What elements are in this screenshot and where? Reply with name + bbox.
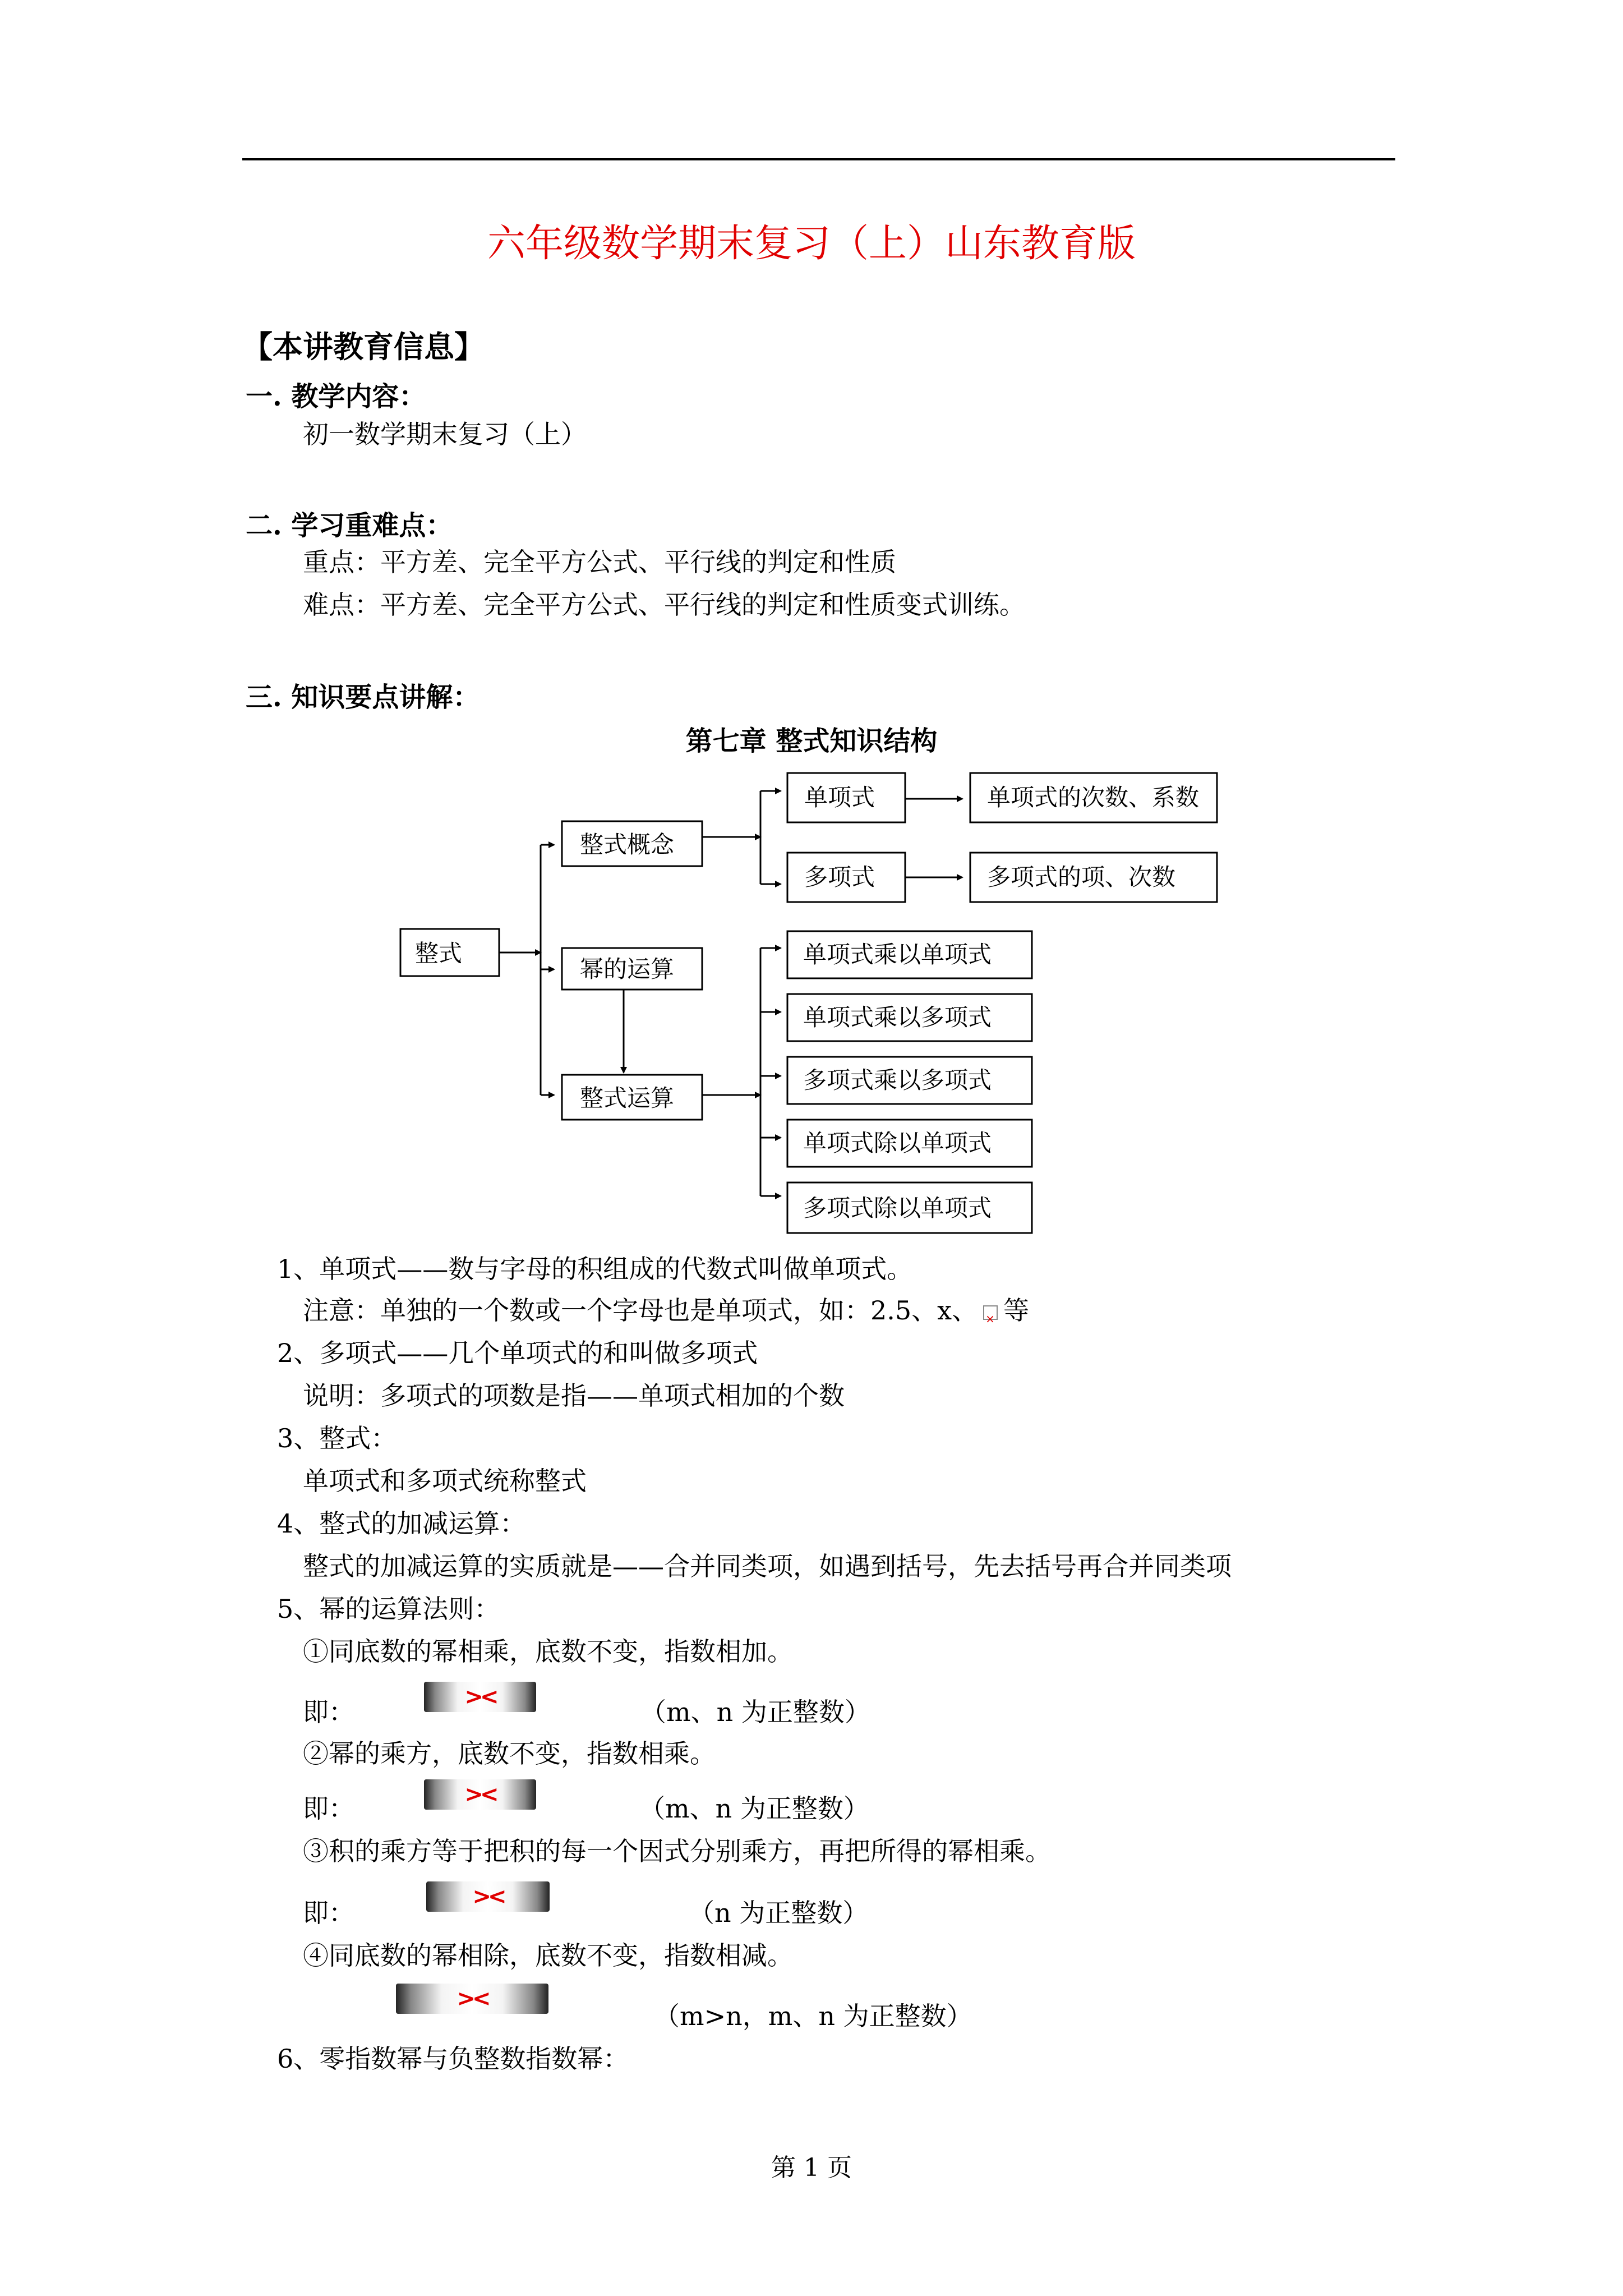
formula-image-2 xyxy=(424,1779,536,1810)
label-op1: 单项式乘以单项式 xyxy=(803,941,992,968)
point-4: 4、整式的加减运算： xyxy=(277,1508,526,1539)
point-1-note-end: 等 xyxy=(1003,1295,1030,1326)
label-op2: 单项式乘以多项式 xyxy=(803,1004,992,1031)
label-op3: 多项式乘以多项式 xyxy=(803,1066,992,1094)
point-3-note: 单项式和多项式统称整式 xyxy=(303,1466,587,1496)
rule-1-condition: （m、n 为正整数） xyxy=(640,1697,870,1727)
rule-4: ④同底数的幂相除，底数不变，指数相减。 xyxy=(303,1940,793,1971)
label-polynomial: 多项式 xyxy=(804,863,875,891)
formula-image-1 xyxy=(424,1682,536,1712)
broken-image-icon: >< xyxy=(457,1986,488,2012)
rule-1-label: 即： xyxy=(303,1697,354,1727)
point-1-note-text: 注意：单独的一个数或一个字母也是单项式，如：2.5、x、 xyxy=(303,1295,978,1326)
section-3-heading: 三. 知识要点讲解： xyxy=(246,682,480,713)
rule-2-label: 即： xyxy=(303,1793,354,1824)
point-4-note: 整式的加减运算的实质就是——合并同类项，如遇到括号，先去括号再合并同类项 xyxy=(303,1551,1232,1581)
broken-image-icon: >< xyxy=(464,1684,496,1710)
label-ops: 整式运算 xyxy=(580,1084,675,1112)
point-1: 1、单项式——数与字母的积组成的代数式叫做单项式。 xyxy=(277,1254,913,1284)
rule-2-condition: （m、n 为正整数） xyxy=(639,1793,869,1824)
rule-3-condition: （n 为正整数） xyxy=(689,1898,869,1928)
section-2-heading: 二. 学习重难点： xyxy=(246,510,453,541)
formula-image-4 xyxy=(396,1984,548,2014)
hard-points: 难点：平方差、完全平方公式、平行线的判定和性质变式训练。 xyxy=(303,590,1025,620)
label-monomial: 单项式 xyxy=(804,784,875,811)
point-2-note: 说明：多项式的项数是指——单项式相加的个数 xyxy=(303,1381,845,1411)
rule-2: ②幂的乘方，底数不变，指数相乘。 xyxy=(303,1738,716,1769)
label-op4: 单项式除以单项式 xyxy=(803,1129,992,1157)
point-2: 2、多项式——几个单项式的和叫做多项式 xyxy=(277,1338,758,1368)
rule-3: ③积的乘方等于把积的每一个因式分别乘方，再把所得的幂相乘。 xyxy=(303,1836,1051,1866)
formula-image-3 xyxy=(426,1881,550,1912)
point-3: 3、整式： xyxy=(277,1423,397,1453)
key-points: 重点：平方差、完全平方公式、平行线的判定和性质 xyxy=(303,547,896,577)
label-power-ops: 幂的运算 xyxy=(580,955,675,983)
broken-image-icon: × xyxy=(983,1305,998,1320)
label-concept: 整式概念 xyxy=(580,831,675,858)
section-1-heading: 一. 教学内容： xyxy=(246,381,426,412)
point-5: 5、幂的运算法则： xyxy=(277,1594,500,1624)
rule-4-condition: （m>n，m、n 为正整数） xyxy=(654,2001,972,2031)
point-1-note xyxy=(303,1295,1029,1326)
label-root: 整式 xyxy=(415,940,463,967)
rule-3-label: 即： xyxy=(303,1898,354,1928)
label-polynomial-terms: 多项式的项、次数 xyxy=(987,863,1176,891)
diagram-title: 第七章 整式知识结构 xyxy=(685,725,938,757)
broken-image-icon: >< xyxy=(472,1884,504,1910)
page-number: 第 1 页 xyxy=(771,2154,852,2182)
broken-image-icon: >< xyxy=(464,1782,496,1807)
label-monomial-degree: 单项式的次数、系数 xyxy=(987,784,1200,811)
label-op5: 多项式除以单项式 xyxy=(803,1194,992,1222)
rule-1: ①同底数的幂相乘，底数不变，指数相加。 xyxy=(303,1636,793,1667)
section-1-body: 初一数学期末复习（上） xyxy=(303,419,587,449)
point-6: 6、零指数幂与负整数指数幂： xyxy=(277,2044,629,2074)
info-header: 【本讲教育信息】 xyxy=(242,329,485,365)
page-title: 六年级数学期末复习（上）山东教育版 xyxy=(487,222,1136,266)
